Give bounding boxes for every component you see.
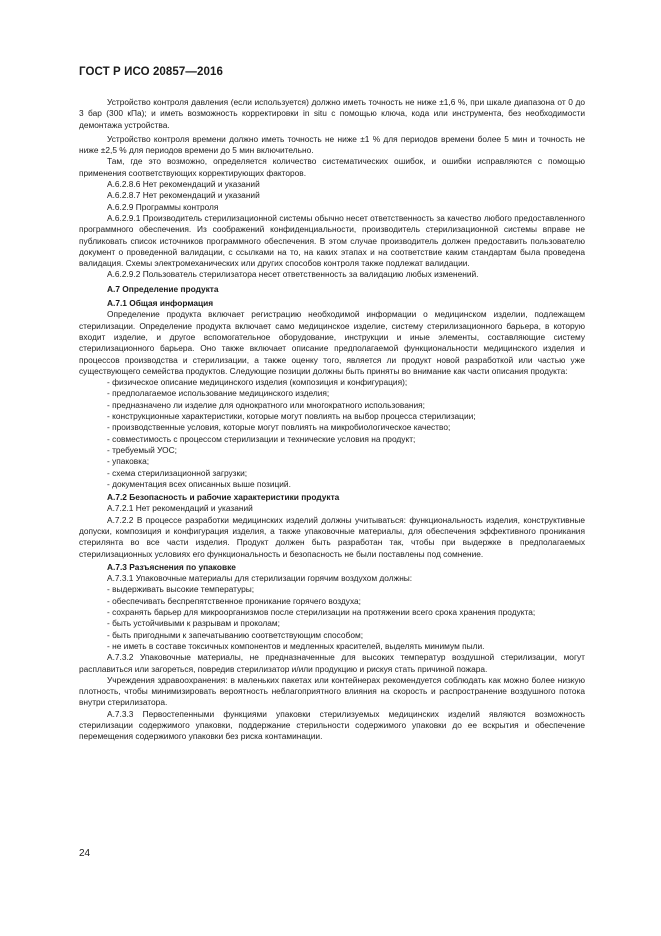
paragraph-systematic-errors: Там, где это возможно, определяется количество систематических ошибок, и ошибки исправляются с помощью применения соответствующих корректирующих факторов.: [79, 156, 585, 178]
clause-a6292: А.6.2.9.2 Пользователь стерилизатора несет ответственность за валидацию любых изменений.: [107, 269, 479, 280]
section-heading-a7: А.7 Определение продукта: [107, 283, 219, 294]
list-item: - конструкционные характеристики, которые могут повлиять на выбор процесса стерилизации;: [107, 411, 476, 422]
list-item: - сохранять барьер для микроорганизмов после стерилизации на протяжении всего срока хранения продукта;: [107, 607, 536, 618]
page-number: 24: [79, 848, 91, 859]
clause-a731: А.7.3.1 Упаковочные материалы для стерилизации горячим воздухом должны:: [107, 573, 413, 584]
clause-a721: А.7.2.1 Нет рекомендаций и указаний: [107, 503, 253, 514]
document-body: [79, 97, 585, 743]
list-item: - быть пригодными к запечатыванию соответствующим способом;: [107, 629, 364, 640]
clause-a6291: А.6.2.9.1 Производитель стерилизационной системы обычно несет ответственность за качество любого предоставленного программного обеспечения. Из соображений конфиденциальности, производитель стерилизационной системы вправе не публиковать список источников программного обеспечения. В этом случае производитель должен предоставить пользователю документ о проведенной валидации, с ссылками на то, на каких этапах и на соответствие каким стандартам была проведена валидация. Схемы электромеханических или других способов контроля также подлежат валидации.: [79, 212, 585, 269]
clause-a733: А.7.3.3 Первостепенными функциями упаковки стерилизуемых медицинских изделий являются возможность стерилизации содержимого упаковки, поддержание стерильности содержимого упаковки до ее вскрытия и обеспечение перемещения содержимого упаковки без риска контаминации.: [79, 708, 585, 742]
section-heading-a73: А.7.3 Разъяснения по упаковке: [107, 561, 236, 572]
list-item: - совместимость с процессом стерилизации и технические условия на продукт;: [107, 433, 416, 444]
clause-a722: А.7.2.2 В процессе разработки медицинских изделий должны учитываться: функциональность изделия, конструктивные допуски, композиция и конфигурация изделия, а также упаковочные материалы, для обеспечения эффективного проникания стерилянта во все части изделия. Продукт должен быть разработан так, чтобы при выдержке в предполагаемых стерилизационных условиях его функциональность и безопасность не были поставлены под сомнение.: [79, 514, 585, 559]
clause-a6286: А.6.2.8.6 Нет рекомендаций и указаний: [107, 179, 260, 190]
list-item: - предназначено ли изделие для однократного или многократного использования;: [107, 399, 425, 410]
list-item: - требуемый УОС;: [107, 444, 177, 455]
list-item: - физическое описание медицинского изделия (композиция и конфигурация);: [107, 377, 408, 388]
list-item: - быть устойчивыми к разрывам и проколам;: [107, 618, 280, 629]
clause-a629: А.6.2.9 Программы контроля: [107, 201, 219, 212]
clause-a732: А.7.3.2 Упаковочные материалы, не предназначенные для высоких температур воздушной стерилизации, могут расплавиться или загореться, повредив стерилизатор и/или продукцию и рискуя стать причиной пожара.: [79, 652, 585, 674]
clause-a6287: А.6.2.8.7 Нет рекомендаций и указаний: [107, 190, 260, 201]
list-item: - выдерживать высокие температуры;: [107, 584, 255, 595]
section-heading-a72: А.7.2 Безопасность и рабочие характеристики продукта: [107, 492, 340, 503]
paragraph-time-device: Устройство контроля времени должно иметь точность не ниже ±1 % для периодов времени более 5 мин и точность не ниже ±2,5 % для периодов времени до 5 мин включительно.: [79, 133, 585, 156]
product-description-list: [79, 377, 585, 490]
document-header: ГОСТ Р ИСО 20857—2016: [79, 66, 224, 78]
list-item: - документация всех описанных выше позиций.: [107, 478, 291, 489]
list-item: - схема стерилизационной загрузки;: [107, 467, 248, 478]
list-item: - обеспечивать беспрепятственное проникание горячего воздуха;: [107, 595, 361, 606]
paragraph-healthcare: Учреждения здравоохранения: в маленьких пакетах или контейнерах рекомендуется соблюдать как можно более низкую плотность, чтобы минимизировать вероятность неблагоприятного влияния на скорость и распространение воздушного потока внутри стерилизатора.: [79, 674, 585, 708]
packaging-requirements-list: [79, 584, 585, 652]
clause-a71-text: Определение продукта включает регистрацию необходимой информации о медицинском изделии, подлежащем стерилизации. Определение продукта включает само медицинское изделие, систему стерилизационного барьера, в которую входит изделие, и другое вспомогательное оборудование, инструкции и иные элементы, составляющие систему стерилизационного барьера. Оно также включает описание предполагаемой функциональности медицинского изделия и процессов производства и стерилизации, а также оценку того, является ли продукт новой разработкой или частью уже существующего семейства продуктов. Следующие позиции должны быть приняты во внимание как части описания продукта:: [79, 309, 585, 376]
list-item: - не иметь в составе токсичных компонентов и медленных красителей, выделять минимум пыли.: [107, 640, 485, 651]
list-item: - предполагаемое использование медицинского изделия;: [107, 388, 330, 399]
section-heading-a71: А.7.1 Общая информация: [107, 298, 214, 309]
list-item: - упаковка;: [107, 456, 150, 467]
paragraph-pressure-device: Устройство контроля давления (если используется) должно иметь точность не ниже ±1,6 %, при шкале диапазона от 0 до 3 бар (300 кПа); и иметь возможность корректировки in situ с помощью ключа, кода или инструмента, без необходимости демонтажа устройства.: [79, 97, 585, 130]
list-item: - производственные условия, которые могут повлиять на микробиологическое качество;: [107, 422, 451, 433]
